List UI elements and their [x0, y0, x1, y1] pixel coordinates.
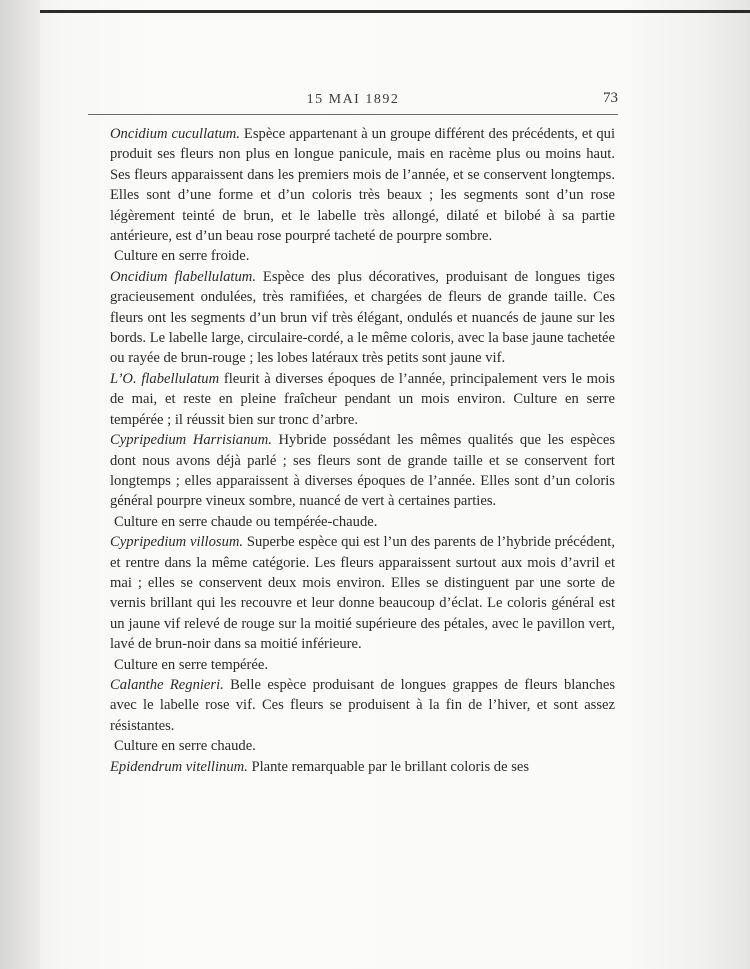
paragraph-text: Culture en serre tempérée.: [114, 656, 268, 673]
culture-note: [110, 736, 615, 756]
paragraph-text: Belle espèce produisant de longues grappes de fleurs blanches avec le labelle rose vif. Ces fleurs se produisent à la fin de l’hiver, et sont assez résistantes.: [110, 676, 615, 734]
paragraph-text: Superbe espèce qui est l’un des parents de l’hybride précédent, et rentre dans la même catégorie. Les fleurs apparaissent surtout aux mois d’avril et mai ; elles se conservent deux mois environ. Elles se distinguent par une sorte de vernis brillant qui les recouvre et leur donne beaucoup d’éclat. Le coloris général est un jaune vif relevé de rouge sur la moitié supérieure des pétales, avec le pavillon vert, lavé de brun-noir dans sa moitié inférieure.: [110, 534, 615, 653]
paragraph-o-flabellulatum: [110, 369, 615, 430]
species-name: Calanthe Regnieri.: [110, 676, 224, 693]
page-number: 73: [603, 90, 618, 106]
species-name: Oncidium flabellulatum.: [110, 268, 256, 285]
header-rule: [88, 114, 618, 115]
paragraph-text: Espèce appartenant à un groupe différent des précédents, et qui produit ses fleurs non plus en longue panicule, mais en racème plus ou moins haut. Ses fleurs apparaissent dans les premiers mois de l’année, et se conservent longtemps. Elles sont d’une forme et d’un coloris très beaux ; les segments sont d’un rose légèrement teinté de brun, et le labelle très allongé, dilaté et bilobé à sa partie antérieure, est d’un beau rose pourpré tacheté de pourpre sombre.: [110, 126, 616, 245]
paragraph-text: Culture en serre chaude ou tempérée-chaude.: [114, 513, 378, 530]
paragraph-oncidium-flabellulatum: [110, 267, 615, 369]
species-name: Oncidium cucullatum.: [110, 126, 240, 142]
paragraph-epidendrum-vitellinum: [110, 757, 615, 777]
paragraph-text: fleurit à diverses époques de l’année, principalement vers le mois de mai, et reste en pleine fraîcheur pendant un mois environ. Culture en serre tempérée ; il réussit bien sur tronc d’arbre.: [110, 370, 615, 428]
article-body: [110, 124, 615, 777]
paragraph-text: Culture en serre froide.: [114, 248, 250, 265]
culture-note: [110, 246, 615, 266]
running-header: [88, 86, 618, 110]
paragraph-text: Plante remarquable par le brillant coloris de ses: [247, 758, 530, 775]
culture-note: [110, 512, 615, 532]
paragraph-text: Hybride possédant les mêmes qualités que les espèces dont nous avons déjà parlé ; ses fleurs sont de grande taille et se conservent fort longtemps ; elles apparaissent à diverses époques de l’année. Elles sont d’un coloris général pourpre vineux sombre, nuancé de vert à certaines parties.: [110, 432, 615, 510]
species-name: Cypripedium Harrisianum.: [110, 432, 272, 449]
paragraph-cypripedium-villosum: [110, 532, 615, 654]
page-gutter-shadow: [0, 0, 40, 969]
paragraph-oncidium-cucullatum: [110, 124, 615, 246]
header-date: 15 MAI 1892: [306, 92, 400, 107]
paragraph-text: Espèce des plus décoratives, produisant de longues tiges gracieusement ondulées, très ramifiées, et chargées de fleurs de grande taille. Ces fleurs ont les segments d’un brun vif très élégant, ondulés et nuancés de jaune sur les bords. Le labelle large, circulaire-cordé, a le même coloris, avec la base jaune tachetée ou rayée de brun-rouge ; les lobes latéraux très petits sont jaune vif.: [110, 268, 615, 367]
paragraph-text: Culture en serre chaude.: [114, 738, 256, 755]
species-name: Cypripedium villosum.: [110, 534, 244, 551]
page-top-edge: [40, 10, 750, 13]
species-name: L’O. flabellulatum: [110, 370, 220, 387]
paragraph-cypripedium-harrisianum: [110, 430, 615, 512]
culture-note: [110, 655, 615, 675]
paragraph-calanthe-regnieri: [110, 675, 615, 736]
species-name: Epidendrum vitellinum.: [110, 758, 248, 775]
